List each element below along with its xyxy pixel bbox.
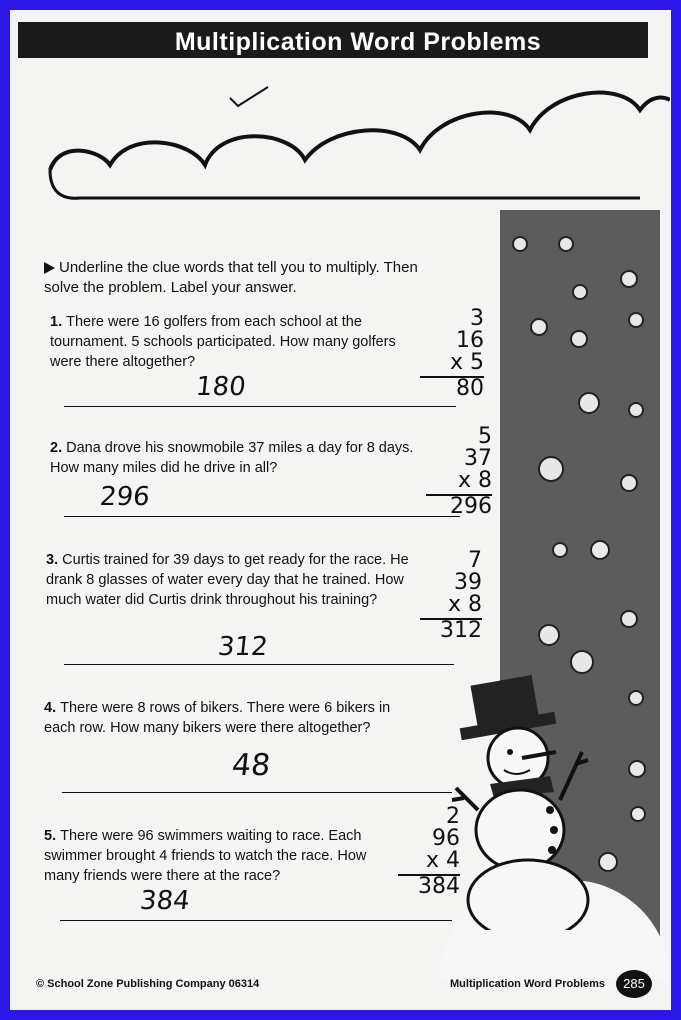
- snowflake: [630, 806, 646, 822]
- snowflake: [570, 330, 588, 348]
- snowflake: [620, 474, 638, 492]
- snowflake: [538, 624, 560, 646]
- handwritten-answer: 312: [216, 632, 270, 662]
- work-1: [420, 308, 484, 400]
- snowflake: [578, 392, 600, 414]
- snowflake: [620, 610, 638, 628]
- arrow-icon: [44, 262, 55, 274]
- work-result: 80: [420, 376, 484, 400]
- problem-text: Curtis trained for 39 days to get ready for the race. He drank 8 glasses of water every day that he trained. How much water did Curtis drink throughout his training?: [46, 552, 409, 608]
- problem-5: [44, 826, 404, 886]
- snowflake: [512, 236, 528, 252]
- snowman-illustration: [438, 660, 608, 930]
- work-3: [420, 550, 482, 642]
- answer-line: [64, 664, 454, 665]
- answer-line: [60, 920, 452, 921]
- handwritten-answer: 384: [138, 886, 192, 916]
- snowflake: [628, 312, 644, 328]
- snowflake: [628, 402, 644, 418]
- work-2: [426, 426, 492, 518]
- snowflake: [552, 542, 568, 558]
- problem-number: 2.: [50, 440, 63, 456]
- snowflake: [628, 760, 646, 778]
- instructions: [44, 258, 444, 298]
- page-title: Multiplication Word Problems: [174, 28, 542, 56]
- work-bottom: x 8: [447, 592, 482, 617]
- work-top: 96: [432, 826, 460, 851]
- answer-line: [62, 792, 452, 793]
- problem-1: [50, 312, 420, 372]
- handwritten-answer: 180: [194, 372, 248, 402]
- cloud-decoration: [40, 70, 670, 220]
- snowflake: [558, 236, 574, 252]
- problem-text: There were 8 rows of bikers. There were 6 bikers in each row. How many bikers were there altogether?: [44, 700, 391, 736]
- snowflake: [530, 318, 548, 336]
- instructions-text: Underline the clue words that tell you to multiply. Then solve the problem. Label your answer.: [44, 259, 418, 296]
- snowflake: [620, 270, 638, 288]
- answer-line: [64, 516, 460, 517]
- problem-text: There were 16 golfers from each school at the tournament. 5 schools participated. How many golfers were there altogether?: [50, 314, 396, 370]
- check-mark: [228, 84, 270, 110]
- work-bottom: x 8: [457, 468, 492, 493]
- problem-number: 4.: [44, 700, 57, 716]
- problem-number: 3.: [46, 552, 59, 568]
- work-top: 37: [464, 446, 492, 471]
- snowflake: [590, 540, 610, 560]
- work-top: 16: [456, 328, 484, 353]
- snowflake: [628, 690, 644, 706]
- problem-3: [46, 550, 416, 610]
- problem-number: 1.: [50, 314, 63, 330]
- work-5: [398, 806, 460, 898]
- carry-digit: 5: [478, 424, 492, 449]
- page-number-badge: 285: [616, 970, 652, 998]
- snowflake: [572, 284, 588, 300]
- work-bottom: x 4: [425, 848, 460, 873]
- problem-text: Dana drove his snowmobile 37 miles a day for 8 days. How many miles did he drive in all?: [50, 440, 414, 476]
- carry-digit: 2: [446, 804, 460, 829]
- snowflake: [538, 456, 564, 482]
- carry-digit: 3: [470, 306, 484, 331]
- problem-number: 5.: [44, 828, 57, 844]
- copyright-footer: © School Zone Publishing Company 06314: [36, 978, 260, 990]
- problem-4: [44, 698, 414, 738]
- handwritten-answer: 48: [230, 748, 273, 783]
- work-top: 39: [454, 570, 482, 595]
- problem-text: There were 96 swimmers waiting to race. Each swimmer brought 4 friends to watch the race. How many friends were there at the race?: [44, 828, 367, 884]
- work-bottom: x 5: [449, 350, 484, 375]
- handwritten-answer: 296: [98, 482, 152, 512]
- work-result: 296: [426, 494, 492, 518]
- carry-digit: 7: [468, 548, 482, 573]
- answer-line: [64, 406, 456, 407]
- work-result: 312: [420, 618, 482, 642]
- work-result: 384: [398, 874, 460, 898]
- footer-title: Multiplication Word Problems: [450, 978, 606, 990]
- problem-2: [50, 438, 420, 478]
